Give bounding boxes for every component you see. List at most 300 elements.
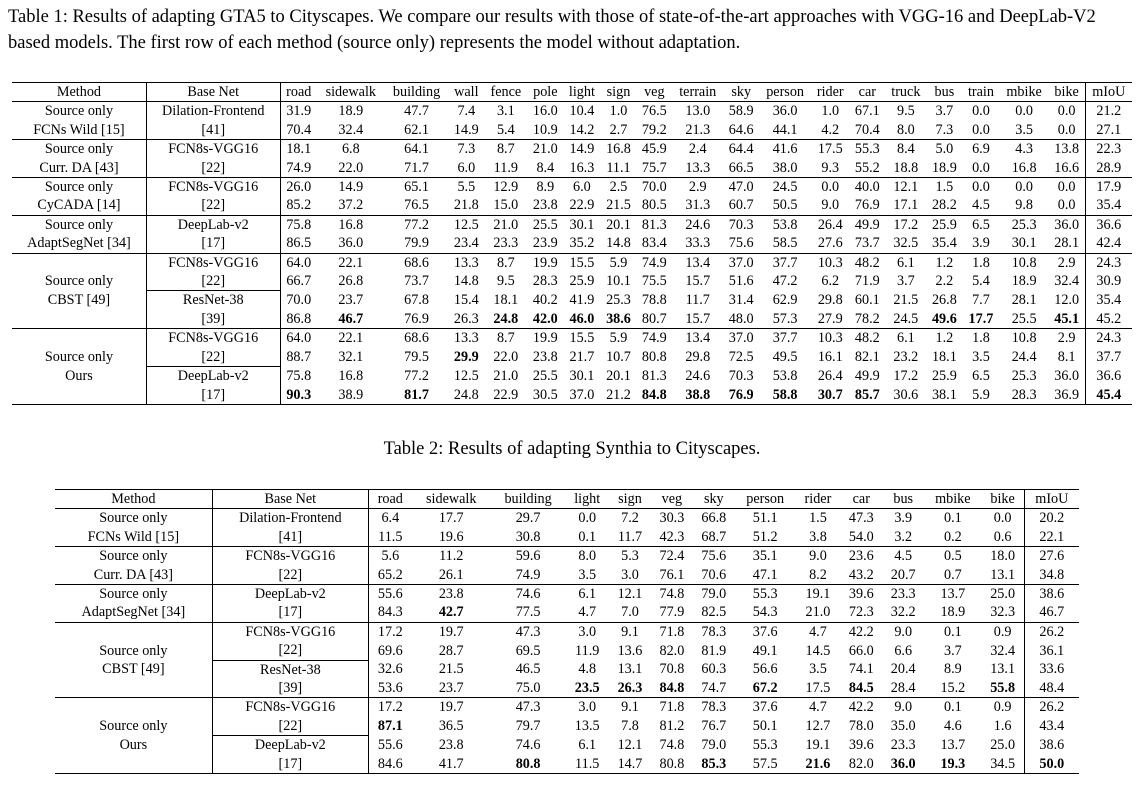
value-cell: 73.7 <box>854 235 880 252</box>
value-cell: 35.2 <box>569 235 595 252</box>
value-cell: 6.5 <box>972 367 990 384</box>
value-cell: 37.6 <box>735 622 796 641</box>
value-cell: 49.9 <box>849 215 885 234</box>
value-cell: 36.6 <box>1085 215 1132 234</box>
value-cell: 8.9 <box>527 178 563 197</box>
value-cell: 21.7 <box>569 348 595 365</box>
table-row <box>55 566 1079 585</box>
value-cell: 45.4 <box>1085 386 1132 405</box>
value-cell: 37.0 <box>723 329 759 348</box>
column-header: pole <box>527 83 563 102</box>
value-cell: 38.6 <box>1024 585 1079 604</box>
value-cell: 4.7 <box>578 604 597 621</box>
value-cell: 46.7 <box>338 310 364 327</box>
value-cell: 13.1 <box>617 661 643 678</box>
method-cell: Curr. DA [43] <box>12 159 146 178</box>
value-cell: 4.6 <box>943 718 962 735</box>
value-cell: 13.4 <box>672 253 723 272</box>
value-cell: 26.3 <box>453 310 479 327</box>
value-cell: 70.0 <box>286 292 312 309</box>
column-header: truck <box>885 83 926 102</box>
value-cell: 70.3 <box>728 367 754 384</box>
value-cell: 47.3 <box>848 510 874 527</box>
value-cell: 0.5 <box>924 547 981 566</box>
column-header: bike <box>1049 83 1085 102</box>
value-cell: 4.2 <box>821 121 840 138</box>
base-net-cell: [17] <box>146 234 280 253</box>
value-cell: 84.8 <box>659 680 685 697</box>
value-cell: 10.9 <box>532 121 558 138</box>
value-cell: 47.1 <box>752 566 778 583</box>
table-row <box>12 291 1132 310</box>
value-cell: 5.0 <box>926 140 962 159</box>
value-cell: 31.3 <box>685 197 711 214</box>
value-cell: 32.5 <box>893 235 919 252</box>
value-cell: 24.5 <box>759 178 811 197</box>
value-cell: 17.2 <box>885 215 926 234</box>
value-cell: 17.7 <box>968 310 994 327</box>
method-cell: Source only <box>12 102 146 121</box>
value-cell: 1.8 <box>962 329 999 348</box>
value-cell: 15.4 <box>453 292 479 309</box>
value-cell: 0.9 <box>982 622 1025 641</box>
value-cell: 0.0 <box>1015 103 1033 120</box>
value-cell: 9.1 <box>609 698 651 717</box>
value-cell: 43.2 <box>848 566 874 583</box>
value-cell: 39.6 <box>840 585 882 604</box>
value-cell: 21.2 <box>601 386 637 405</box>
value-cell: 23.8 <box>532 197 558 214</box>
value-cell: 19.9 <box>527 253 563 272</box>
value-cell: 29.8 <box>817 292 843 309</box>
value-cell: 13.3 <box>448 253 484 272</box>
value-cell: 0.9 <box>982 698 1025 717</box>
value-cell: 11.5 <box>565 755 609 774</box>
value-cell: 22.1 <box>317 329 385 348</box>
table-row <box>55 603 1079 622</box>
value-cell: 32.2 <box>890 604 916 621</box>
base-net-cell: [17] <box>212 603 368 622</box>
value-cell: 8.7 <box>484 140 527 159</box>
value-cell: 79.0 <box>693 585 735 604</box>
value-cell: 69.6 <box>377 642 403 659</box>
method-cell: Source only <box>12 272 146 291</box>
value-cell: 36.0 <box>882 755 924 774</box>
column-header: rider <box>796 490 841 509</box>
method-cell: Curr. DA [43] <box>55 566 212 585</box>
value-cell: 58.9 <box>728 103 754 120</box>
value-cell: 17.5 <box>811 140 849 159</box>
value-cell: 2.4 <box>672 140 723 159</box>
value-cell: 80.8 <box>651 755 693 774</box>
value-cell: 26.2 <box>1024 622 1079 641</box>
table2-caption: Table 2: Results of adapting Synthia to Cityscapes. <box>383 439 761 459</box>
value-cell: 5.9 <box>601 329 637 348</box>
value-cell: 72.4 <box>651 547 693 566</box>
value-cell: 25.3 <box>1000 215 1049 234</box>
value-cell: 3.5 <box>972 348 990 365</box>
table-row <box>12 367 1132 386</box>
value-cell: 75.8 <box>280 215 317 234</box>
table-row <box>55 509 1079 528</box>
value-cell: 25.0 <box>982 736 1025 755</box>
value-cell: 2.5 <box>601 178 637 197</box>
value-cell: 75.0 <box>515 680 541 697</box>
value-cell: 46.5 <box>515 661 541 678</box>
value-cell: 7.4 <box>457 103 476 120</box>
value-cell: 48.2 <box>849 329 885 348</box>
value-cell: 17.7 <box>438 510 464 527</box>
value-cell: 12.1 <box>885 178 926 197</box>
value-cell: 16.0 <box>532 103 558 120</box>
value-cell: 39.6 <box>848 737 874 754</box>
value-cell: 21.5 <box>893 292 919 309</box>
value-cell: 26.8 <box>931 292 957 309</box>
header-row <box>55 490 1079 509</box>
value-cell: 3.0 <box>565 698 609 717</box>
table-row <box>55 622 1079 641</box>
header-row <box>12 83 1132 102</box>
method-cell <box>55 679 212 698</box>
table1-caption: Table 1: Results of adapting GTA5 to Cityscapes. We compare our results with those of state-of-the-art approaches with VGG-16 and DeepLab-V2 based models. The first row of each method (source only) represents the model without adaptation. <box>8 7 1096 53</box>
value-cell: 24.6 <box>685 367 711 384</box>
value-cell: 78.0 <box>848 718 874 735</box>
value-cell: 30.3 <box>659 510 685 527</box>
value-cell: 25.3 <box>606 292 631 309</box>
table1 <box>12 82 1132 405</box>
value-cell: 12.5 <box>448 215 484 234</box>
value-cell: 8.7 <box>484 253 527 272</box>
value-cell: 77.9 <box>659 604 685 621</box>
value-cell: 28.3 <box>1000 386 1049 405</box>
value-cell: 12.5 <box>453 367 479 384</box>
value-cell: 22.1 <box>317 253 385 272</box>
column-header: sidewalk <box>412 490 491 509</box>
value-cell: 1.6 <box>982 717 1025 736</box>
value-cell: 75.5 <box>641 273 667 290</box>
value-cell: 2.7 <box>609 121 628 138</box>
value-cell: 42.4 <box>1096 235 1122 252</box>
value-cell: 6.6 <box>894 642 913 659</box>
value-cell: 13.3 <box>448 329 484 348</box>
value-cell: 50.5 <box>772 197 798 214</box>
value-cell: 74.8 <box>659 737 685 754</box>
value-cell: 23.4 <box>453 235 479 252</box>
value-cell: 80.8 <box>641 348 667 365</box>
value-cell: 36.5 <box>438 718 464 735</box>
value-cell: 28.4 <box>890 680 916 697</box>
value-cell: 27.1 <box>1096 121 1122 138</box>
value-cell: 70.4 <box>854 121 880 138</box>
value-cell: 0.0 <box>811 178 849 197</box>
value-cell: 3.5 <box>1015 121 1033 138</box>
value-cell: 78.3 <box>693 622 735 641</box>
value-cell: 25.5 <box>527 215 563 234</box>
value-cell: 81.3 <box>636 215 672 234</box>
table-row <box>55 736 1079 755</box>
value-cell: 3.0 <box>621 566 639 583</box>
value-cell: 75.6 <box>693 547 735 566</box>
value-cell: 29.7 <box>515 510 541 527</box>
value-cell: 70.3 <box>723 215 759 234</box>
base-net-cell: [17] <box>146 386 280 405</box>
value-cell: 38.8 <box>672 386 723 405</box>
value-cell: 3.2 <box>894 528 913 545</box>
value-cell: 65.1 <box>385 178 449 197</box>
value-cell: 6.0 <box>457 159 476 176</box>
base-net-cell: FCN8s-VGG16 <box>212 622 368 641</box>
value-cell: 8.0 <box>565 547 609 566</box>
value-cell: 82.5 <box>701 604 727 621</box>
column-header: mIoU <box>1024 490 1079 509</box>
value-cell: 49.1 <box>752 642 778 659</box>
value-cell: 19.7 <box>412 698 491 717</box>
value-cell: 10.1 <box>606 273 631 290</box>
value-cell: 22.9 <box>569 197 595 214</box>
value-cell: 50.1 <box>752 718 778 735</box>
value-cell: 74.9 <box>515 566 541 583</box>
base-net-cell: [22] <box>212 641 368 660</box>
table-row <box>12 102 1132 121</box>
value-cell: 53.6 <box>377 680 403 697</box>
value-cell: 28.3 <box>532 273 558 290</box>
value-cell: 80.5 <box>641 197 667 214</box>
column-header: rider <box>811 83 849 102</box>
value-cell: 78.8 <box>641 292 667 309</box>
value-cell: 0.0 <box>1049 196 1085 215</box>
value-cell: 58.5 <box>772 235 798 252</box>
value-cell: 16.8 <box>601 140 637 159</box>
value-cell: 51.2 <box>752 528 778 545</box>
value-cell: 0.0 <box>1049 178 1085 197</box>
base-net-cell: [17] <box>212 755 368 774</box>
value-cell: 78.2 <box>854 310 880 327</box>
value-cell: 64.0 <box>280 329 317 348</box>
value-cell: 14.9 <box>563 140 600 159</box>
value-cell: 13.6 <box>617 642 643 659</box>
value-cell: 13.0 <box>685 103 711 120</box>
base-net-cell: DeepLab-v2 <box>212 736 368 755</box>
value-cell: 14.9 <box>317 178 385 197</box>
table-row <box>55 679 1079 698</box>
value-cell: 68.6 <box>385 253 449 272</box>
method-cell <box>12 253 146 272</box>
value-cell: 5.9 <box>601 253 637 272</box>
value-cell: 20.1 <box>601 215 637 234</box>
method-cell <box>55 698 212 717</box>
value-cell: 8.7 <box>484 329 527 348</box>
column-header: bike <box>982 490 1025 509</box>
column-header: bus <box>882 490 924 509</box>
value-cell: 11.9 <box>493 159 518 176</box>
value-cell: 23.3 <box>890 737 916 754</box>
value-cell: 23.6 <box>840 547 882 566</box>
value-cell: 15.5 <box>563 329 600 348</box>
value-cell: 10.8 <box>1000 329 1049 348</box>
value-cell: 12.7 <box>805 718 831 735</box>
value-cell: 44.1 <box>772 121 798 138</box>
column-header: sky <box>723 83 759 102</box>
value-cell: 28.9 <box>1096 159 1122 176</box>
value-cell: 64.6 <box>728 121 754 138</box>
value-cell: 24.3 <box>1085 329 1132 348</box>
value-cell: 18.1 <box>280 140 317 159</box>
value-cell: 36.0 <box>1049 367 1085 386</box>
base-net-cell: FCN8s-VGG16 <box>146 253 280 272</box>
value-cell: 11.2 <box>412 547 491 566</box>
value-cell: 21.0 <box>484 215 527 234</box>
column-header: fence <box>484 83 527 102</box>
value-cell: 17.9 <box>1085 178 1132 197</box>
column-header: light <box>565 490 609 509</box>
value-cell: 0.1 <box>924 698 981 717</box>
value-cell: 74.6 <box>515 737 541 754</box>
value-cell: 6.1 <box>578 737 597 754</box>
value-cell: 70.0 <box>636 178 672 197</box>
value-cell: 77.2 <box>404 367 429 384</box>
value-cell: 4.7 <box>796 622 841 641</box>
value-cell: 81.2 <box>659 718 685 735</box>
value-cell: 0.2 <box>943 528 962 545</box>
value-cell: 12.1 <box>609 585 651 604</box>
value-cell: 37.7 <box>759 253 811 272</box>
value-cell: 48.2 <box>849 253 885 272</box>
table2 <box>55 489 1079 774</box>
value-cell: 9.8 <box>1015 197 1033 214</box>
value-cell: 10.3 <box>811 329 849 348</box>
base-net-cell: [39] <box>146 310 280 329</box>
value-cell: 81.3 <box>641 367 667 384</box>
value-cell: 27.9 <box>817 310 843 327</box>
value-cell: 86.5 <box>286 235 312 252</box>
value-cell: 23.3 <box>882 585 924 604</box>
value-cell: 30.5 <box>527 386 563 405</box>
column-header: Method <box>55 490 212 509</box>
value-cell: 88.7 <box>286 348 312 365</box>
value-cell: 23.7 <box>438 680 464 697</box>
value-cell: 4.8 <box>578 661 597 678</box>
value-cell: 75.6 <box>728 235 754 252</box>
value-cell: 7.0 <box>621 604 639 621</box>
value-cell: 79.2 <box>641 121 667 138</box>
value-cell: 18.1 <box>493 292 519 309</box>
value-cell: 17.5 <box>805 680 831 697</box>
column-header: mbike <box>1000 83 1049 102</box>
value-cell: 36.0 <box>772 103 798 120</box>
method-cell: Source only <box>55 585 212 604</box>
value-cell: 67.2 <box>752 680 778 697</box>
value-cell: 3.5 <box>578 566 597 583</box>
base-net-cell: Dilation-Frontend <box>212 509 368 528</box>
value-cell: 10.3 <box>811 253 849 272</box>
table-row <box>12 348 1132 367</box>
column-header: wall <box>448 83 484 102</box>
value-cell: 72.3 <box>848 604 874 621</box>
value-cell: 16.6 <box>1049 159 1085 178</box>
value-cell: 4.5 <box>882 547 924 566</box>
value-cell: 34.5 <box>982 755 1025 774</box>
value-cell: 26.3 <box>617 680 643 697</box>
value-cell: 6.5 <box>962 215 999 234</box>
value-cell: 82.1 <box>854 348 880 365</box>
value-cell: 40.2 <box>532 292 558 309</box>
base-net-cell: FCN8s-VGG16 <box>146 178 280 197</box>
value-cell: 77.5 <box>515 604 541 621</box>
value-cell: 16.8 <box>317 215 385 234</box>
value-cell: 24.4 <box>1011 348 1037 365</box>
value-cell: 70.8 <box>659 661 685 678</box>
value-cell: 36.1 <box>1039 642 1065 659</box>
value-cell: 26.2 <box>1024 698 1079 717</box>
value-cell: 4.7 <box>796 698 841 717</box>
value-cell: 8.9 <box>943 661 962 678</box>
table-row <box>12 215 1132 234</box>
value-cell: 25.9 <box>931 367 957 384</box>
value-cell: 21.5 <box>438 661 464 678</box>
table-row <box>12 310 1132 329</box>
method-cell: Source only <box>55 641 212 660</box>
column-header: train <box>962 83 999 102</box>
table-row <box>55 660 1079 679</box>
value-cell: 40.0 <box>849 178 885 197</box>
value-cell: 37.7 <box>759 329 811 348</box>
value-cell: 22.0 <box>338 159 364 176</box>
method-cell <box>12 310 146 329</box>
column-header: sidewalk <box>317 83 385 102</box>
value-cell: 18.0 <box>982 547 1025 566</box>
value-cell: 53.8 <box>759 215 811 234</box>
value-cell: 45.2 <box>1096 310 1122 327</box>
value-cell: 16.8 <box>338 367 364 384</box>
value-cell: 23.7 <box>338 292 364 309</box>
method-cell: FCNs Wild [15] <box>12 121 146 140</box>
value-cell: 68.6 <box>385 329 449 348</box>
table-row <box>55 717 1079 736</box>
value-cell: 32.3 <box>982 603 1025 622</box>
value-cell: 2.9 <box>1049 329 1085 348</box>
value-cell: 35.4 <box>1096 292 1122 309</box>
base-net-cell: [41] <box>212 528 368 547</box>
value-cell: 18.9 <box>940 604 966 621</box>
value-cell: 15.5 <box>563 253 600 272</box>
value-cell: 1.2 <box>926 253 962 272</box>
value-cell: 8.1 <box>1049 348 1085 367</box>
value-cell: 41.7 <box>412 755 491 774</box>
value-cell: 57.5 <box>735 755 796 774</box>
value-cell: 14.9 <box>453 121 479 138</box>
method-cell: Source only <box>12 140 146 159</box>
value-cell: 18.9 <box>1011 273 1037 290</box>
value-cell: 7.2 <box>621 510 639 527</box>
method-cell: Source only <box>12 178 146 197</box>
value-cell: 27.6 <box>1024 547 1079 566</box>
value-cell: 32.4 <box>982 641 1025 660</box>
value-cell: 55.3 <box>752 737 778 754</box>
value-cell: 87.1 <box>377 718 403 735</box>
value-cell: 37.7 <box>1096 348 1122 365</box>
value-cell: 11.5 <box>378 528 403 545</box>
value-cell: 5.4 <box>972 273 990 290</box>
value-cell: 74.7 <box>701 680 727 697</box>
base-net-cell: FCN8s-VGG16 <box>212 698 368 717</box>
value-cell: 10.7 <box>606 348 631 365</box>
value-cell: 23.8 <box>438 737 464 754</box>
value-cell: 16.8 <box>1011 159 1037 176</box>
value-cell: 47.7 <box>404 103 429 120</box>
value-cell: 26.8 <box>338 273 364 290</box>
value-cell: 19.7 <box>412 622 491 641</box>
value-cell: 14.8 <box>453 273 479 290</box>
